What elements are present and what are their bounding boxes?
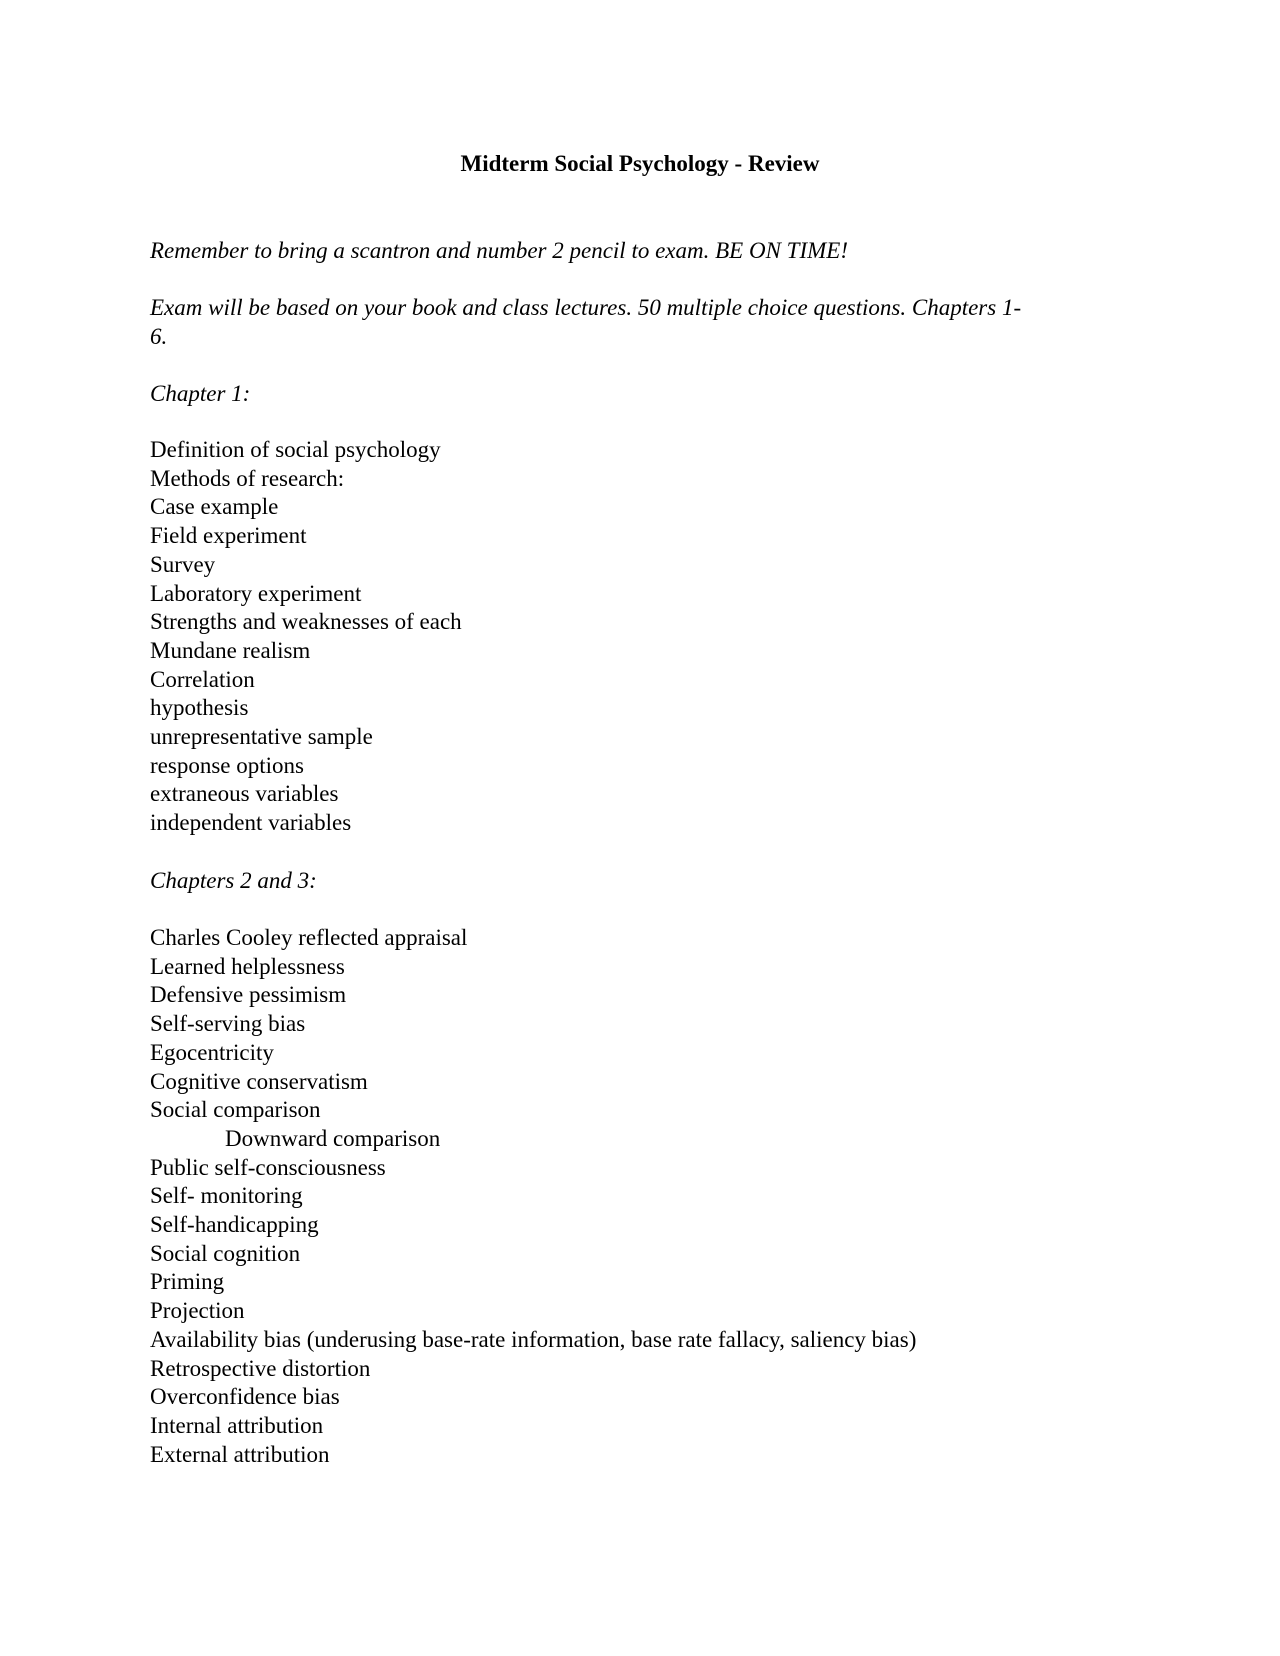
list-item: response options [150,752,304,778]
exam-info [150,294,1110,351]
list-item: Survey [150,551,216,577]
list-item: Correlation [150,666,255,692]
list-item: Field experiment [150,523,307,549]
page-title: Midterm Social Psychology - Review [460,151,820,176]
list-item: Charles Cooley reflected appraisal [150,925,468,950]
section-heading: Chapters 2 and 3: [150,868,317,893]
list-item: Self- monitoring [150,1183,303,1209]
exam-info-line-1: Exam will be based on your book and class lectures. 50 multiple choice questions. Chapters 1- [150,295,1022,320]
list-item: Learned helplessness [150,953,345,979]
list-item: Cognitive conservatism [150,1068,368,1094]
list-item: Strengths and weaknesses of each [150,609,462,635]
list-item: Laboratory experiment [150,580,362,606]
section-heading: Chapter 1: [150,381,251,406]
list-item: Internal attribution [150,1412,324,1438]
list-item: Public self-consciousness [150,1154,386,1180]
list-item: Definition of social psychology [150,437,441,462]
list-item: Self-serving bias [150,1011,306,1037]
list-item: Case example [150,494,279,520]
list-item: Availability bias (underusing base-rate information, base rate fallacy, saliency bias) [150,1326,917,1352]
list-item: extraneous variables [150,781,339,807]
list-item: independent variables [150,810,352,836]
list-item: Retrospective distortion [150,1355,371,1381]
chapters-2-3-heading [150,867,1110,896]
list-item: Overconfidence bias [150,1384,340,1410]
chapter-1-list [150,436,1110,838]
exam-reminder [150,237,1110,266]
exam-info-line-2: 6. [150,323,168,349]
list-item: Priming [150,1269,225,1295]
list-item: Defensive pessimism [150,982,347,1008]
list-item: Mundane realism [150,637,311,663]
list-item: hypothesis [150,695,249,721]
list-item: Self-handicapping [150,1212,319,1238]
chapter-1-heading [150,380,1110,409]
list-item: Projection [150,1298,245,1324]
list-item: Methods of research: [150,465,345,491]
list-item: unrepresentative sample [150,724,373,750]
list-item: Social comparison [150,1097,321,1123]
list-item-indented: Downward comparison [225,1125,441,1151]
chapters-2-3-list [150,924,1110,1469]
list-item: Egocentricity [150,1039,274,1065]
reminder-text: Remember to bring a scantron and number 2 pencil to exam. BE ON TIME! [150,238,848,263]
list-item: External attribution [150,1441,330,1467]
list-item: Social cognition [150,1240,301,1266]
